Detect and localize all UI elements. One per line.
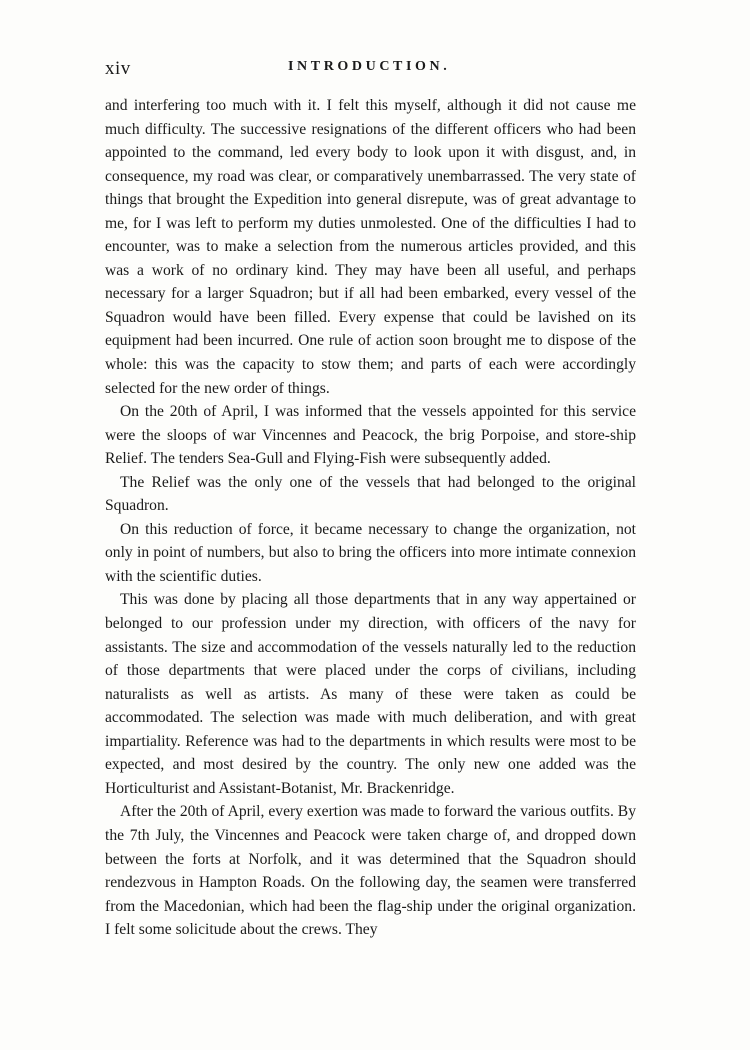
paragraph: On this reduction of force, it became necessary to change the organization, not only in point of numbers, but also to bring the officers into more intimate connexion with the scientific duties. bbox=[105, 520, 636, 585]
page-number: xiv bbox=[105, 58, 131, 79]
paragraph: On the 20th of April, I was informed that the vessels appointed for this service were the sloops of war Vincennes and Peacock, the brig Porpoise, and store-ship Relief. The tenders Sea-Gull and Flying-Fish were subsequently added. bbox=[105, 403, 636, 468]
paragraph: The Relief was the only one of the vessels that had belonged to the original Squadron. bbox=[105, 473, 636, 515]
paragraph-continued: and interfering too much with it. I felt this myself, although it did not cause me much difficulty. The successive resignations of the different officers who had been appointed to the command, led every body to look upon it with disgust, and, in consequence, my road was clear, or comparatively unembarrassed. The very state of things that brought the Expedition into general disrepute, was of great advantage to me, for I was left to perform my duties unmolested. One of the difficulties I had to encounter, was to make a selection from the numerous articles provided, and this was a work of no ordinary kind. They may have been all useful, and perhaps necessary for a larger Squadron; but if all had been embarked, every vessel of the Squadron would have been filled. Every expense that could be lavished on its equipment had been incurred. One rule of action soon brought me to dispose of the whole: this was the capacity to stow them; and parts of each were accordingly selected for the new order of things. bbox=[105, 97, 636, 397]
running-head bbox=[105, 58, 639, 82]
paragraph: This was done by placing all those departments that in any way appertained or belonged to our profession under my direction, with officers of the navy for assistants. The size and accommodation of the vessels naturally led to the reduction of those departments that were placed under the corps of civilians, including naturalists as well as artists. As many of these were taken as could be accommodated. The selection was made with much deliberation, and with great impartiality. Reference was had to the departments in which results were most to be expected, and most desired by the country. The only new one added was the Horticulturist and Assistant-Botanist, Mr. Brackenridge. bbox=[105, 591, 636, 797]
chapter-title: INTRODUCTION. bbox=[288, 59, 451, 74]
paragraph: After the 20th of April, every exertion was made to forward the various outfits. By the 7th July, the Vincennes and Peacock were taken charge of, and dropped down between the forts at Norfolk, and it was determined that the Squadron should rendezvous in Hampton Roads. On the following day, the seamen were transferred from the Macedonian, which had been the flag-ship under the original organization. I felt some solicitude about the crews. They bbox=[105, 803, 636, 939]
body-text bbox=[105, 94, 636, 942]
